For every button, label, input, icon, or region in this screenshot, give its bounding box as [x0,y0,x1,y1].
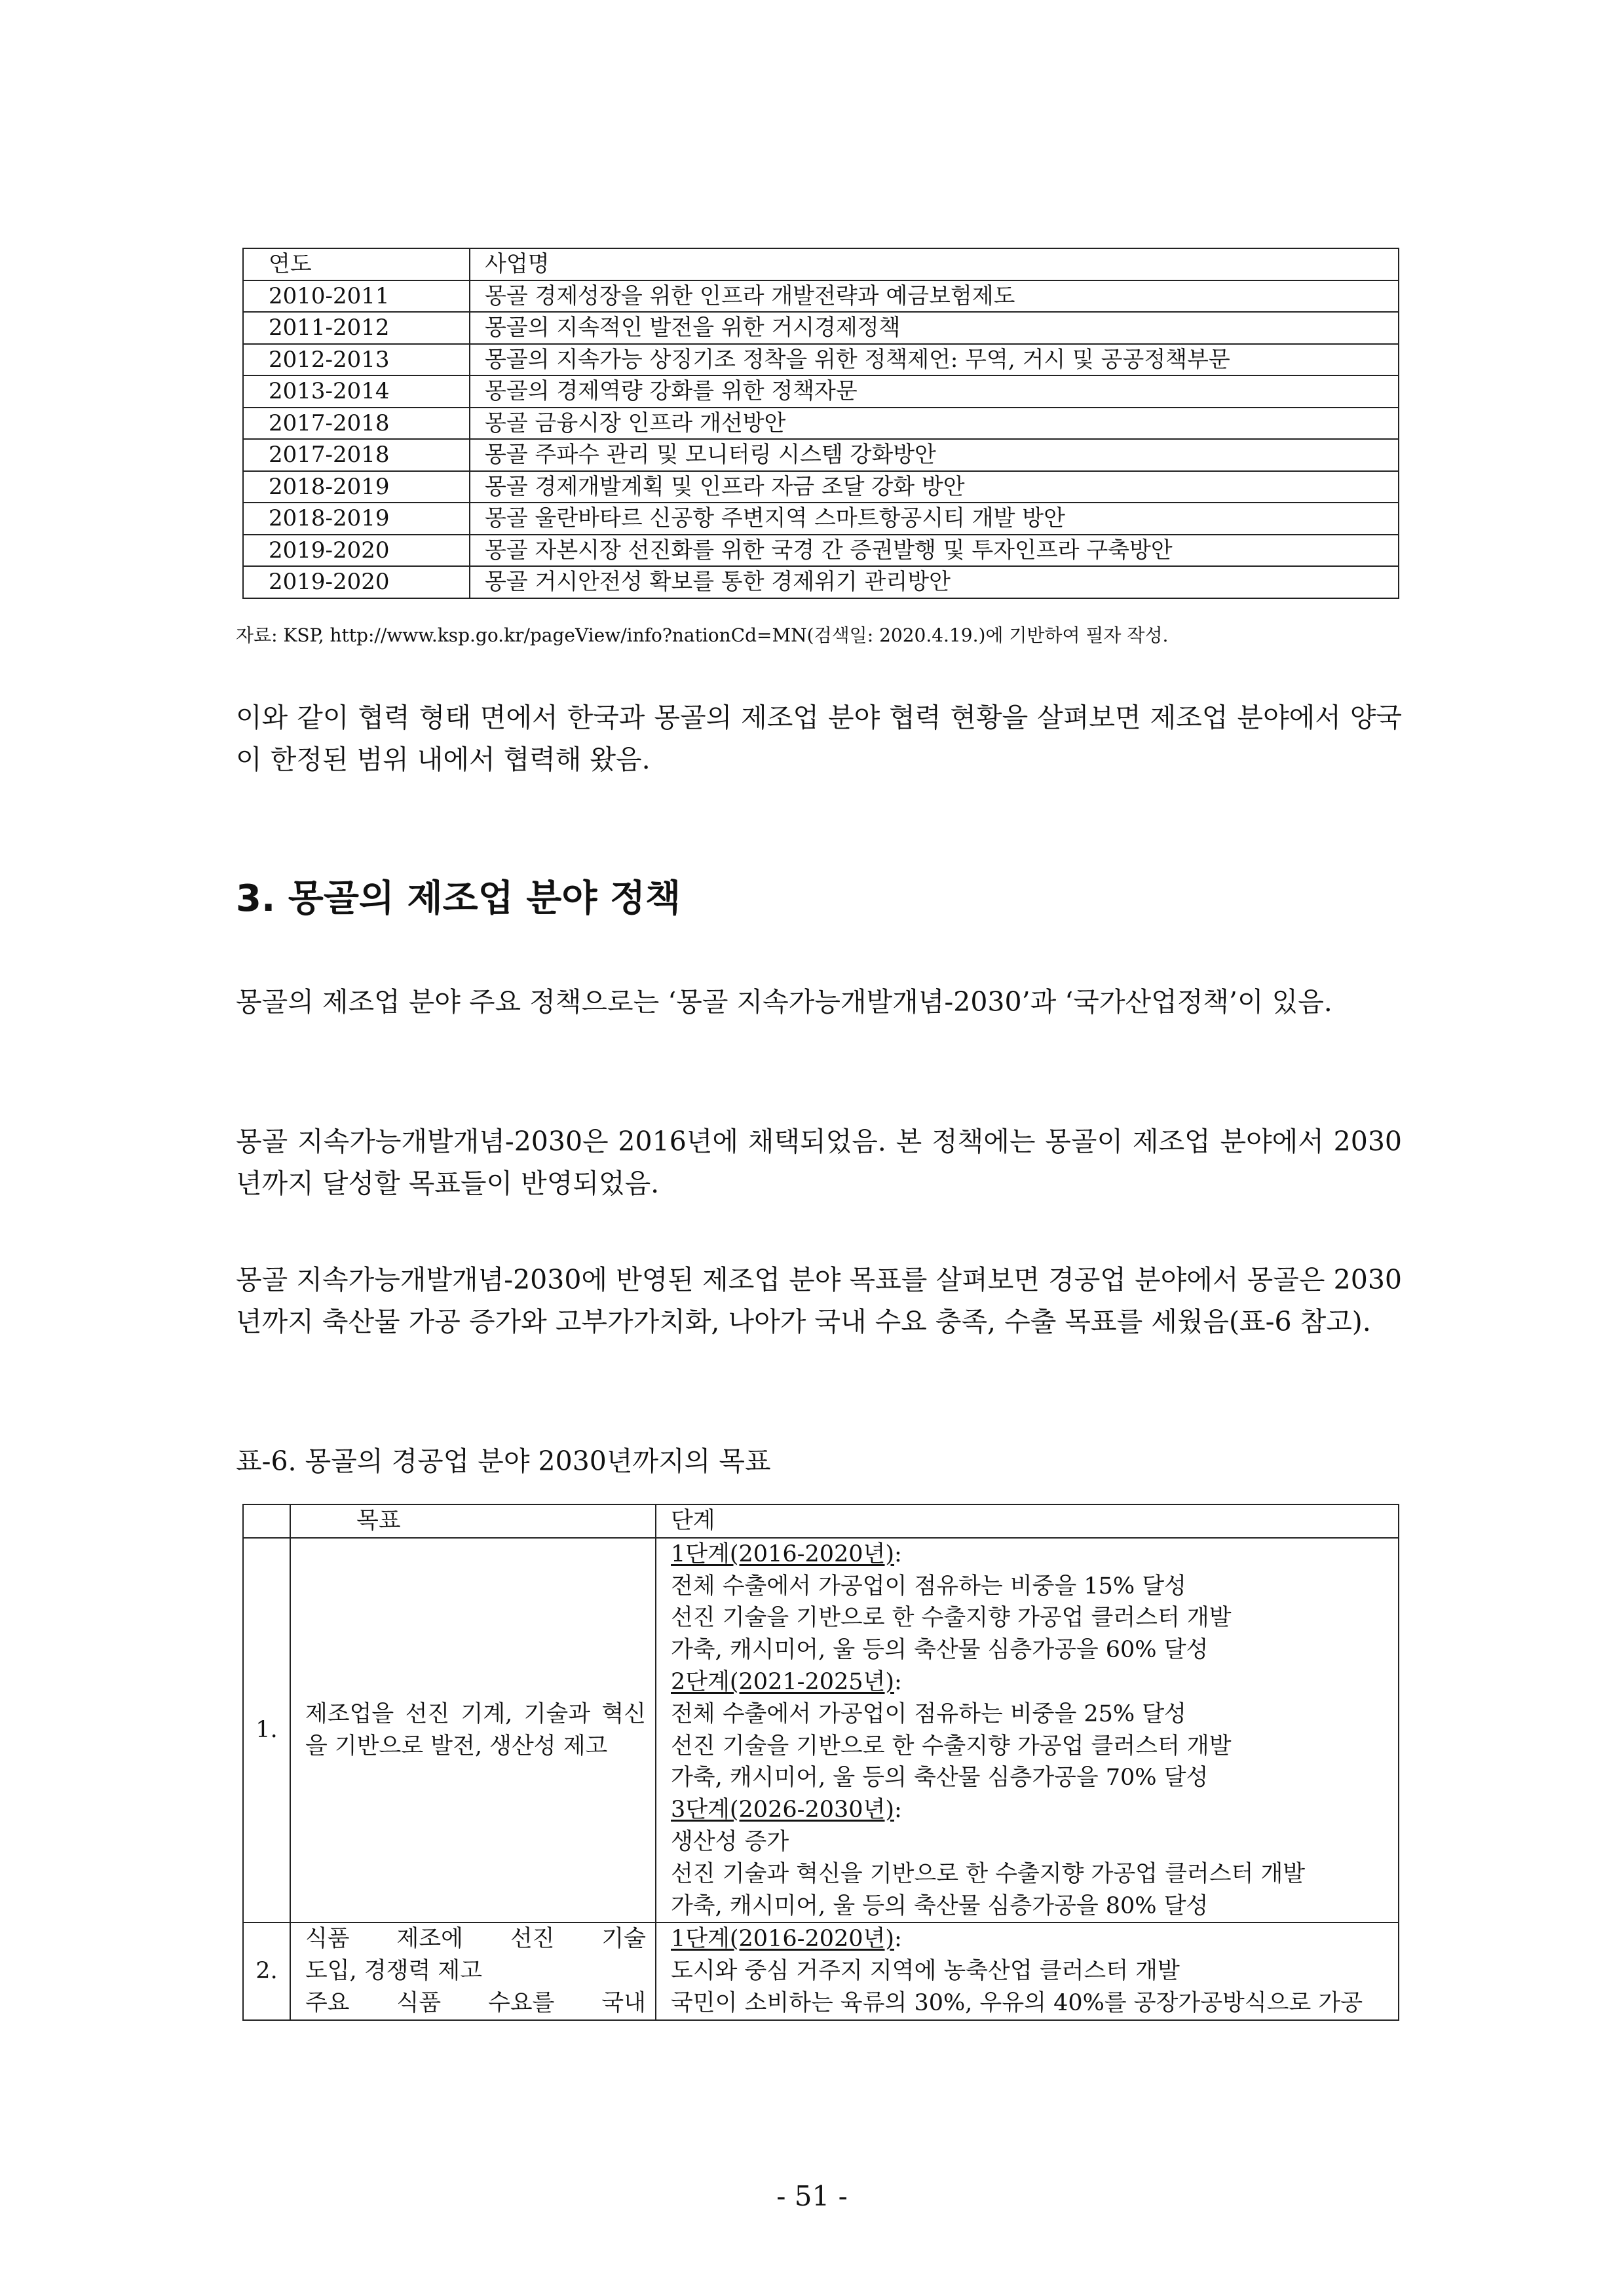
table-row-goal-2 [243,1923,1399,2019]
table-row [243,408,1399,440]
ksp-projects-table [242,248,1399,599]
year-cell: 2010-2011 [243,280,470,313]
year-cell: 2017-2018 [243,408,470,440]
table-row [243,471,1399,503]
ksp-projects-table-body [243,248,1399,598]
stage-item: 전체 수출에서 가공업이 점유하는 비중을 15% 달성 [671,1573,1186,1599]
header-number-cell [243,1504,290,1538]
table-row [243,439,1399,471]
stage-item: 가축, 캐시미어, 울 등의 축산물 심층가공을 80% 달성 [671,1892,1209,1919]
year-cell: 2019-2020 [243,535,470,567]
table-row [243,344,1399,376]
project-name-cell: 몽골 주파수 관리 및 모니터링 시스템 강화방안 [470,439,1399,471]
table-row [243,280,1399,313]
table-header-row [243,248,1399,280]
table-row [243,566,1399,598]
paragraph-main-policies: 몽골의 제조업 분야 주요 정책으로는 ‘몽골 지속가능개발개념-2030’과 ‘국가산업정책’이 있음. [236,986,1332,1018]
goal-text: 제조업을 선진 기계, 기술과 혁신을 기반으로 발전, 생산성 제고 [290,1538,656,1923]
table-source-note: 자료: KSP, http://www.ksp.go.kr/pageView/info?nationCd=MN(검색일: 2020.4.19.)에 기반하여 필자 작성. [236,624,1169,646]
table-row [243,375,1399,408]
row-number: 1. [243,1538,290,1923]
table-6-caption: 표-6. 몽골의 경공업 분야 2030년까지의 목표 [236,1445,771,1477]
light-industry-goals-table [242,1504,1399,2021]
year-cell: 2018-2019 [243,503,470,535]
table-header-row [243,1504,1399,1538]
goal-line: 주요 식품 수요를 국내 [305,1989,646,2016]
year-cell: 2017-2018 [243,439,470,471]
goal-line: 도입, 경쟁력 제고 [305,1958,483,1985]
project-name-cell: 몽골 자본시장 선진화를 위한 국경 간 증권발행 및 투자인프라 구축방안 [470,535,1399,567]
stage-item: 선진 기술을 기반으로 한 수출지향 가공업 클러스터 개발 [671,1605,1232,1632]
year-cell: 2013-2014 [243,375,470,408]
stage-item: 전체 수출에서 가공업이 점유하는 비중을 25% 달성 [671,1700,1186,1727]
goal-line: 식품 제조에 선진 기술 [305,1926,646,1953]
project-name-cell: 몽골 금융시장 인프라 개선방안 [470,408,1399,440]
stage-item: 국민이 소비하는 육류의 30%, 우유의 40%를 공장가공방식으로 가공 [671,1989,1363,2016]
project-name-cell: 몽골 경제개발계획 및 인프라 자금 조달 강화 방안 [470,471,1399,503]
stage-item: 선진 기술과 혁신을 기반으로 한 수출지향 가공업 클러스터 개발 [671,1860,1306,1887]
stage-item: 도시와 중심 거주지 지역에 농축산업 클러스터 개발 [671,1958,1180,1985]
goal-text [290,1923,656,2019]
stage-item: 가축, 캐시미어, 울 등의 축산물 심층가공을 60% 달성 [671,1637,1209,1664]
table-row [243,535,1399,567]
stage-item: 생산성 증가 [671,1828,789,1855]
page-number: - 51 - [776,2180,848,2212]
year-cell: 2018-2019 [243,471,470,503]
year-cell: 2019-2020 [243,566,470,598]
stage-title: 1단계(2016-2020년): [671,1540,902,1567]
project-name-cell: 몽골의 경제역량 강화를 위한 정책자문 [470,375,1399,408]
table-row [243,312,1399,344]
paragraph-light-industry-goals: 몽골 지속가능개발개념-2030에 반영된 제조업 분야 목표를 살펴보면 경공업 분야에서 몽골은 2030년까지 축산물 가공 증가와 고부가가치화, 나아가 국내 수요 충족, 수출 목표를 세웠음(표-6 참고). [236,1264,1402,1337]
project-name-cell: 몽골의 지속적인 발전을 위한 거시경제정책 [470,312,1399,344]
table-row-goal-1 [243,1538,1399,1923]
stage-item: 선진 기술을 기반으로 한 수출지향 가공업 클러스터 개발 [671,1732,1232,1759]
project-name-cell: 몽골 울란바타르 신공항 주변지역 스마트항공시티 개발 방안 [470,503,1399,535]
stage-list [656,1538,1399,1923]
stage-list [656,1923,1399,2019]
year-cell: 2011-2012 [243,312,470,344]
section-heading: 3. 몽골의 제조업 분야 정책 [236,877,681,920]
paragraph-cooperation-summary: 이와 같이 협력 형태 면에서 한국과 몽골의 제조업 분야 협력 현황을 살펴보면 제조업 분야에서 양국이 한정된 범위 내에서 협력해 왔음. [236,702,1402,775]
stage-title: 1단계(2016-2020년): [671,1926,902,1953]
row-number: 2. [243,1923,290,2019]
stage-title: 3단계(2026-2030년): [671,1797,902,1824]
header-year-cell: 연도 [243,248,470,280]
header-goal-cell: 목표 [290,1504,656,1538]
stage-title: 2단계(2021-2025년): [671,1668,902,1695]
stage-item: 가축, 캐시미어, 울 등의 축산물 심층가공을 70% 달성 [671,1765,1209,1791]
project-name-cell: 몽골 거시안전성 확보를 통한 경제위기 관리방안 [470,566,1399,598]
project-name-cell: 몽골 경제성장을 위한 인프라 개발전략과 예금보험제도 [470,280,1399,313]
year-cell: 2012-2013 [243,344,470,376]
header-project-cell: 사업명 [470,248,1399,280]
project-name-cell: 몽골의 지속가능 상징기조 정착을 위한 정책제언: 무역, 거시 및 공공정책부문 [470,344,1399,376]
paragraph-sdv-2030: 몽골 지속가능개발개념-2030은 2016년에 채택되었음. 본 정책에는 몽골이 제조업 분야에서 2030년까지 달성할 목표들이 반영되었음. [236,1126,1402,1199]
header-stage-cell: 단계 [656,1504,1399,1538]
table-row [243,503,1399,535]
